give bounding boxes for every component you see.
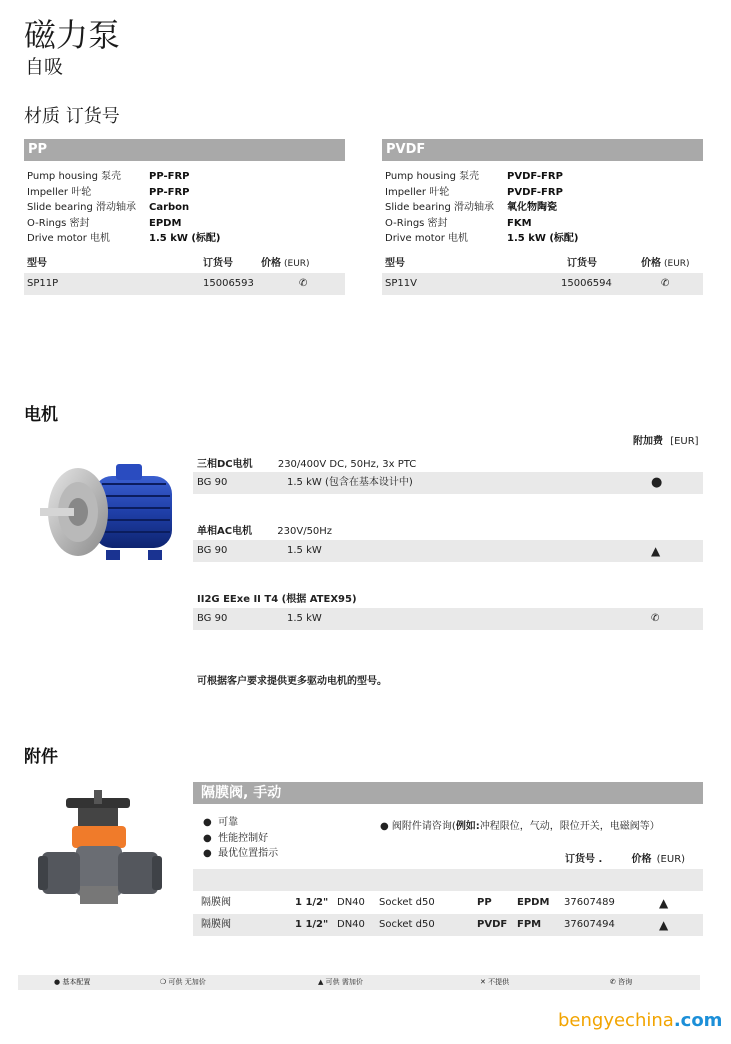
col-unit: (EUR)	[284, 258, 310, 269]
consult-icon: ✆	[661, 277, 670, 289]
spec-label: Pump housing 泵壳	[27, 171, 122, 182]
motor-group-label	[197, 590, 357, 605]
surcharge-icon: ▲	[651, 544, 661, 558]
motor-group-label	[197, 522, 332, 537]
model-cell: SP11V	[385, 277, 417, 289]
material-header: PVDF	[382, 139, 703, 161]
surcharge-icon: ▲	[659, 918, 669, 932]
spec-row	[382, 169, 703, 185]
motor-heading: 电机	[24, 405, 58, 425]
table-row	[193, 540, 703, 562]
bullet-icon: ●	[203, 817, 212, 828]
spec-value: EPDM	[149, 217, 182, 229]
spec-value: PP-FRP	[149, 171, 190, 182]
model-cell: SP11P	[27, 277, 59, 289]
accessory-note	[380, 817, 660, 832]
col-order: 订货号	[203, 257, 233, 269]
accessory-col-header	[565, 850, 685, 865]
col-model: 型号	[385, 257, 405, 269]
col-order: 订货号	[567, 257, 597, 269]
spec-label: Impeller 叶轮	[385, 186, 450, 198]
spec-label: Drive motor 电机	[385, 233, 469, 244]
spec-label: Slide bearing 滑动轴承	[385, 202, 494, 213]
materials-heading: 材质 订货号	[24, 106, 120, 127]
legend-item	[610, 975, 632, 990]
spec-label: Pump housing 泵壳	[385, 171, 480, 182]
list-item	[203, 831, 278, 847]
table-header	[382, 255, 703, 273]
material-header: PP	[24, 139, 345, 161]
col-unit: (EUR)	[664, 258, 690, 269]
col-price: 价格	[631, 854, 652, 865]
motor-type: II2G EExe II T4 (根据 ATEX95)	[197, 594, 357, 605]
spec-row	[382, 200, 703, 216]
motor-model: BG 90	[197, 545, 228, 556]
motor-group-label	[197, 455, 416, 470]
spec-value: PP-FRP	[149, 186, 190, 198]
table-spacer-row	[193, 869, 703, 891]
standard-icon: ●	[54, 978, 61, 986]
spec-row	[382, 185, 703, 201]
surcharge-header	[633, 432, 699, 447]
table-row	[193, 472, 703, 494]
valve-dn: DN40	[337, 897, 365, 908]
valve-connection: Socket d50	[379, 919, 435, 930]
material-block-pvdf	[382, 139, 703, 295]
page-title: 磁力泵	[24, 16, 121, 54]
spec-value: 1.5 kW (标配)	[149, 233, 221, 244]
motor-type: 单相AC电机	[197, 526, 253, 537]
legend-bar	[18, 975, 700, 990]
motor-model: BG 90	[197, 613, 228, 624]
table-header	[24, 255, 345, 273]
order-cell: 15006593	[203, 277, 254, 289]
spec-row	[24, 185, 345, 201]
valve-seal: FPM	[517, 919, 542, 930]
valve-image	[36, 790, 166, 915]
valve-material: PVDF	[477, 919, 508, 930]
standard-icon: ●	[651, 475, 663, 490]
surcharge-label: 附加费	[633, 436, 663, 447]
spec-row	[24, 169, 345, 185]
col-price: 价格	[261, 257, 281, 269]
legend-text: 可供 需加价	[325, 978, 363, 986]
surcharge-icon: ▲	[318, 978, 324, 986]
spec-label: Drive motor 电机	[27, 233, 111, 244]
legend-text: 不提供	[488, 978, 510, 986]
motor-power: 1.5 kW	[287, 545, 322, 556]
valve-connection: Socket d50	[379, 897, 435, 908]
motor-model: BG 90	[197, 477, 228, 488]
valve-name: 隔膜阀	[201, 897, 231, 908]
valve-dn: DN40	[337, 919, 365, 930]
motor-spec: 230V/50Hz	[277, 526, 333, 537]
spec-row	[24, 200, 345, 216]
table-row	[193, 892, 703, 914]
feature-text: 最优位置指示	[218, 848, 279, 859]
legend-text: 可供 无加价	[168, 978, 206, 986]
valve-size: 1 1/2"	[295, 897, 329, 908]
col-order: 订货号 .	[565, 854, 603, 865]
valve-order: 37607489	[564, 897, 615, 908]
page-subtitle: 自吸	[25, 56, 64, 78]
spec-value: Carbon	[149, 202, 190, 213]
motor-type: 三相DC电机	[197, 459, 253, 470]
feature-text: 可靠	[218, 817, 239, 828]
surcharge-unit: [EUR]	[670, 436, 699, 447]
motor-spec: 230/400V DC, 50Hz, 3x PTC	[277, 459, 417, 470]
material-block-pp	[24, 139, 345, 295]
site-logo	[558, 1010, 722, 1031]
spec-row	[24, 216, 345, 232]
feature-text: 性能控制好	[218, 832, 269, 844]
accessories-heading: 附件	[24, 747, 58, 767]
spec-row	[24, 231, 345, 247]
spec-label: Slide bearing 滑动轴承	[27, 202, 136, 213]
surcharge-icon: ▲	[659, 896, 669, 910]
valve-seal: EPDM	[517, 897, 550, 908]
accessory-title: 隔膜阀, 手动	[193, 782, 703, 804]
legend-text: 基本配置	[62, 978, 91, 986]
spec-label: Impeller 叶轮	[27, 186, 92, 198]
motor-image	[36, 458, 184, 568]
note-suffix: 冲程限位，气动，限位开关，电磁阀等）	[479, 821, 660, 832]
feature-list	[203, 815, 278, 862]
col-unit: (EUR)	[656, 854, 686, 865]
legend-item	[54, 975, 90, 990]
motor-note: 可根据客户要求提供更多驱动电机的型号。	[197, 676, 387, 687]
note-prefix: ● 阀附件请咨询(	[380, 821, 456, 832]
table-row	[24, 273, 345, 295]
valve-name: 隔膜阀	[201, 919, 231, 930]
spec-value: FKM	[507, 217, 532, 229]
motor-power: 1.5 kW (包含在基本设计中)	[287, 477, 413, 488]
col-price: 价格	[641, 257, 661, 269]
bullet-icon: ●	[203, 832, 212, 844]
valve-order: 37607494	[564, 919, 615, 930]
spec-value: 氧化物陶瓷	[507, 202, 557, 213]
motor-power: 1.5 kW	[287, 613, 322, 624]
table-row	[382, 273, 703, 295]
table-row	[193, 914, 703, 936]
available-free-icon: ❍	[160, 978, 167, 986]
spec-value: PVDF-FRP	[507, 171, 563, 182]
spec-label: O-Rings 密封	[27, 217, 90, 229]
logo-part2: .com	[673, 1010, 723, 1031]
table-row	[193, 608, 703, 630]
spec-label: O-Rings 密封	[385, 217, 448, 229]
not-available-icon: ✕	[480, 978, 486, 986]
spec-value: 1.5 kW (标配)	[507, 233, 579, 244]
consult-icon: ✆	[299, 277, 308, 289]
valve-size: 1 1/2"	[295, 919, 329, 930]
legend-item	[318, 975, 363, 990]
list-item	[203, 815, 278, 831]
note-bold: 例如:	[455, 821, 480, 832]
legend-item	[480, 975, 509, 990]
bullet-icon: ●	[203, 848, 212, 859]
spec-value: PVDF-FRP	[507, 186, 563, 198]
logo-part1: bengyechina	[558, 1010, 674, 1031]
legend-text: 咨询	[618, 978, 633, 986]
list-item	[203, 846, 278, 862]
order-cell: 15006594	[561, 277, 612, 289]
spec-row	[382, 216, 703, 232]
consult-icon: ✆	[651, 613, 660, 624]
valve-material: PP	[477, 897, 492, 908]
consult-icon: ✆	[610, 978, 616, 986]
col-model: 型号	[27, 257, 47, 269]
legend-item	[160, 975, 206, 990]
spec-row	[382, 231, 703, 247]
